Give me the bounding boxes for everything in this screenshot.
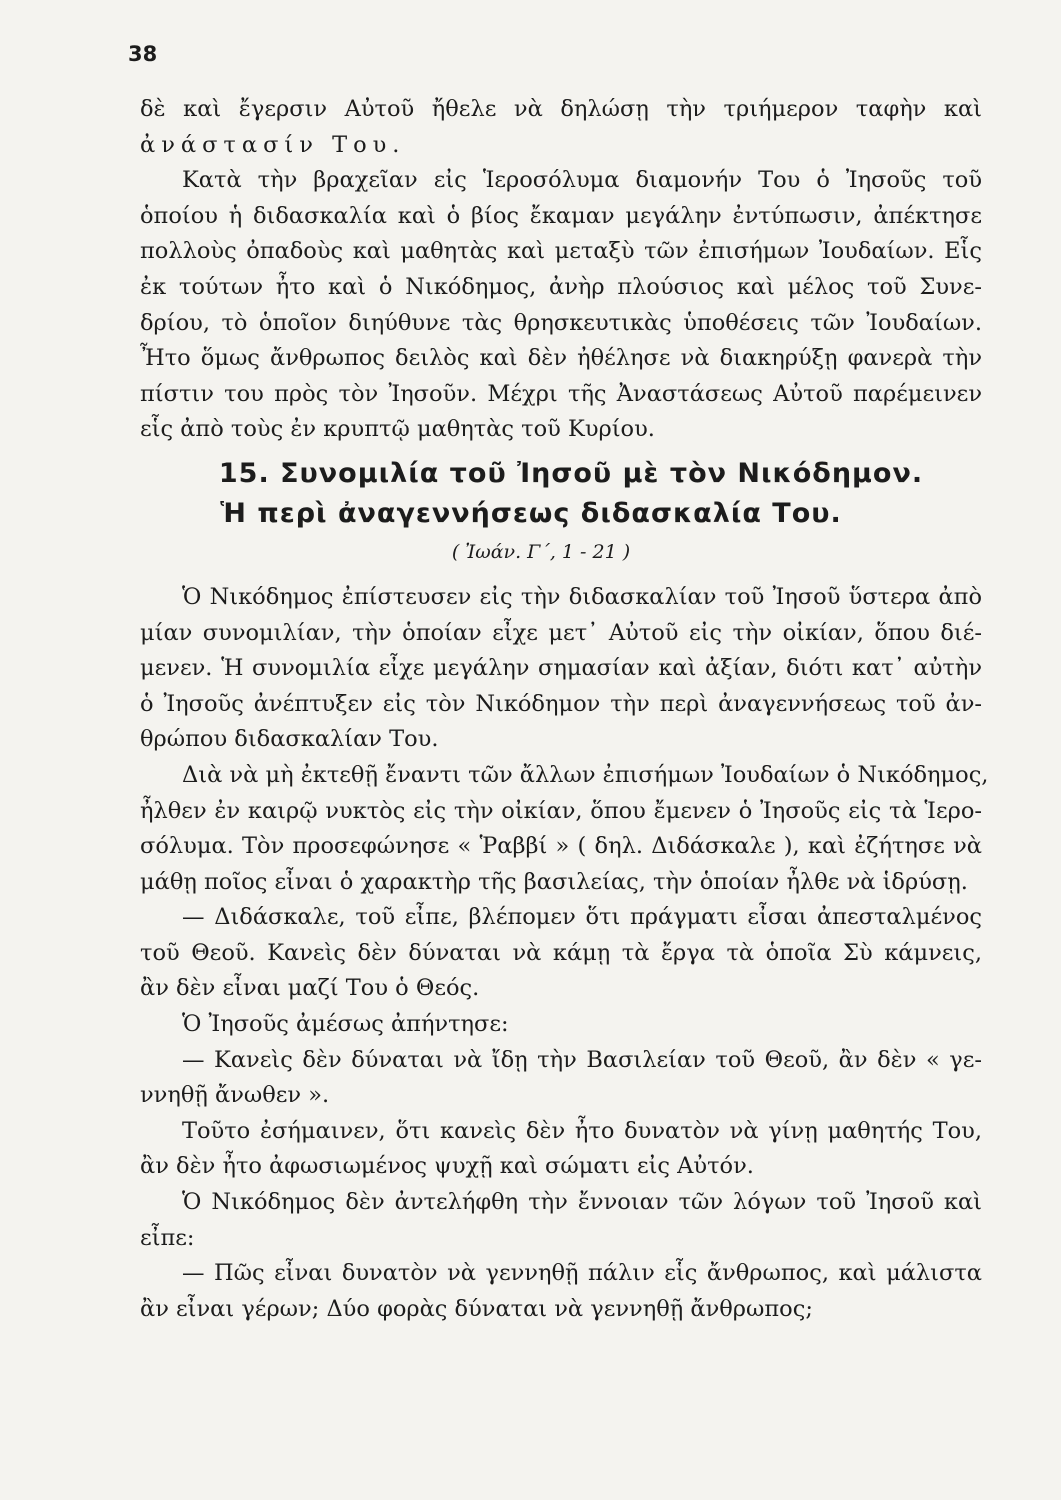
page-number: 38: [128, 42, 158, 66]
body-line: σόλυμα. Τὸν προσεφώνησε « Ῥαββί » ( δηλ. Διδάσκαλε ), καὶ ἐζήτησε νὰ: [140, 833, 982, 860]
scripture-reference: ( Ἰωάν. Γ΄, 1 - 21 ): [451, 540, 631, 563]
body-line: ἂν δὲν ἦτο ἀφωσιωμένος ψυχῇ καὶ σώματι εἰς Αὐτόν.: [140, 1153, 754, 1180]
body-line: Διὰ νὰ μὴ ἐκτεθῇ ἔναντι τῶν ἄλλων ἐπισήμων Ἰουδαίων ὁ Νικόδημος,: [182, 761, 989, 788]
page-text: [140, 92, 989, 1327]
intro-line: δρίου, τὸ ὁποῖον διηύθυνε τὰς θρησκευτικὰς ὑποθέσεις τῶν Ἰουδαίων.: [140, 309, 982, 336]
body-line: μίαν συνομιλίαν, τὴν ὁποίαν εἶχε μετ᾽ Αὐτοῦ εἰς τὴν οἰκίαν, ὅπου διέ-: [140, 619, 982, 646]
intro-line: πίστιν του πρὸς τὸν Ἰησοῦν. Μέχρι τῆς Ἀναστάσεως Αὐτοῦ παρέμεινεν: [140, 380, 982, 407]
section-title: 15. Συνομιλία τοῦ Ἰησοῦ μὲ τὸν Νικόδημον.: [218, 457, 924, 489]
section-heading: [140, 454, 982, 570]
intro-line: ὁποίου ἡ διδασκαλία καὶ ὁ βίος ἔκαμαν μεγάλην ἐντύπωσιν, ἀπέκτησε: [140, 202, 982, 229]
body-line: μάθῃ ποῖος εἶναι ὁ χαρακτὴρ τῆς βασιλείας, τὴν ὁποίαν ἦλθε νὰ ἱδρύσῃ.: [140, 868, 968, 895]
body-line: Ὁ Νικόδημος ἐπίστευσεν εἰς τὴν διδασκαλίαν τοῦ Ἰησοῦ ὕστερα ἀπὸ: [182, 583, 982, 610]
intro-line: Ἦτο ὅμως ἄνθρωπος δειλὸς καὶ δὲν ἠθέλησε νὰ διακηρύξῃ φανερὰ τὴν: [140, 345, 982, 372]
body-line: ἂν δὲν εἶναι μαζί Του ὁ Θεός.: [140, 975, 480, 1002]
body-line: — Πῶς εἶναι δυνατὸν νὰ γεννηθῇ πάλιν εἷς ἄνθρωπος, καὶ μάλιστα: [182, 1260, 982, 1287]
body-line: Ὁ Νικόδημος δὲν ἀντελήφθη τὴν ἔννοιαν τῶν λόγων τοῦ Ἰησοῦ καὶ: [182, 1189, 982, 1216]
body-line: ἂν εἶναι γέρων; Δύο φορὰς δύναται νὰ γεννηθῇ ἄνθρωπος;: [140, 1295, 813, 1322]
body-line: μενεν. Ἡ συνομιλία εἶχε μεγάλην σημασίαν καὶ ἀξίαν, διότι κατ᾽ αὐτὴν: [140, 655, 982, 682]
section-subtitle: Ἡ περὶ ἀναγεννήσεως διδασκαλία Του.: [220, 497, 842, 529]
body-line: Τοῦτο ἐσήμαινεν, ὅτι κανεὶς δὲν ἦτο δυνατὸν νὰ γίνῃ μαθητής Του,: [182, 1117, 982, 1144]
body-line: — Κανεὶς δὲν δύναται νὰ ἴδῃ τὴν Βασιλείαν τοῦ Θεοῦ, ἂν δὲν « γε-: [182, 1046, 982, 1073]
intro-line: Κατὰ τὴν βραχεῖαν εἰς Ἱεροσόλυμα διαμονήν Του ὁ Ἰησοῦς τοῦ: [182, 167, 982, 194]
intro-line: ἐκ τούτων ἦτο καὶ ὁ Νικόδημος, ἀνὴρ πλούσιος καὶ μέλος τοῦ Συνε-: [140, 273, 982, 300]
body-line: θρώπου διδασκαλίαν Του.: [140, 726, 439, 753]
body-line: ἦλθεν ἐν καιρῷ νυκτὸς εἰς τὴν οἰκίαν, ὅπου ἔμενεν ὁ Ἰησοῦς εἰς τὰ Ἱερο-: [140, 797, 982, 824]
intro-line: εἷς ἀπὸ τοὺς ἐν κρυπτῷ μαθητὰς τοῦ Κυρίου.: [140, 416, 655, 443]
body-line: ὁ Ἰησοῦς ἀνέπτυξεν εἰς τὸν Νικόδημον τὴν περὶ ἀναγεννήσεως τοῦ ἀν-: [140, 690, 982, 717]
intro-line: πολλοὺς ὀπαδοὺς καὶ μαθητὰς καὶ μεταξὺ τῶν ἐπισήμων Ἰουδαίων. Εἷς: [140, 238, 982, 265]
body-line: εἶπε:: [140, 1224, 195, 1251]
body-line: — Διδάσκαλε, τοῦ εἶπε, βλέπομεν ὅτι πράγματι εἶσαι ἀπεσταλμένος: [182, 904, 982, 931]
body-line: ννηθῇ ἄνωθεν ».: [140, 1082, 330, 1109]
body-line: Ὁ Ἰησοῦς ἀμέσως ἀπήντησε:: [182, 1011, 509, 1038]
body-line: τοῦ Θεοῦ. Κανεὶς δὲν δύναται νὰ κάμῃ τὰ ἔργα τὰ ὁποῖα Σὺ κάμνεις,: [140, 939, 982, 966]
intro-line: δὲ καὶ ἔγερσιν Αὐτοῦ ἤθελε νὰ δηλώσῃ τὴν τριήμερον ταφὴν καὶ: [140, 96, 982, 122]
intro-line: ἀνάστασίν Του.: [140, 131, 406, 158]
